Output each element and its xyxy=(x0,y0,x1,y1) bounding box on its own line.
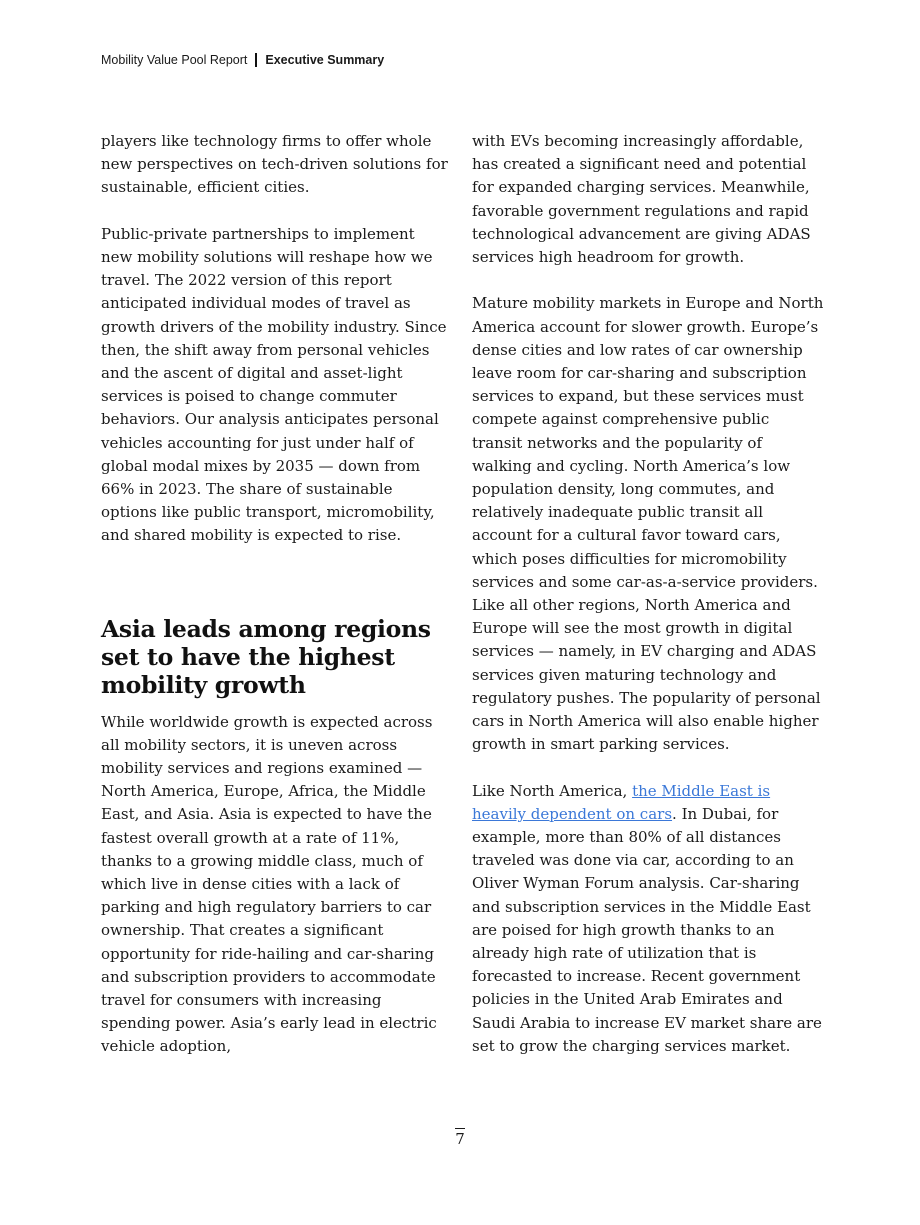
paragraph: with EVs becoming increasingly affordable, has created a significant need and potential for expanded charging services. Meanwhile, favorable government regulations and rapid technological advancement are giving ADAS services high headroom for growth. xyxy=(472,132,811,267)
section-title: Executive Summary xyxy=(265,53,385,67)
page-number-text: 7 xyxy=(455,1130,465,1148)
paragraph: While worldwide growth is expected across all mobility sectors, it is uneven across mobility services and regions examined — North America, Europe, Africa, the Middle East, and Asia. Asia is expected to have the fastest overall growth at a rate of 11%, thanks to a growing middle class, much of which live in dense cities with a lack of parking and high regulatory barriers to car ownership. That creates a significant opportunity for ride-hailing and car-sharing and subscription providers to accommodate travel for consumers with increasing spending power. Asia’s early lead in electric vehicle adoption, xyxy=(101,712,437,1056)
middle-east-cars-link[interactable]: the Middle East is heavily dependent on cars xyxy=(472,781,771,823)
section-heading: Asia leads among regions set to have the highest mobility growth xyxy=(101,614,431,699)
paragraph xyxy=(472,780,824,1058)
page-number-overline xyxy=(455,1128,465,1129)
left-column xyxy=(101,130,449,1059)
page-number xyxy=(0,1128,920,1148)
paragraph: Public-private partnerships to implement new mobility solutions will reshape how we travel. The 2022 version of this report anticipated individual modes of travel as growth drivers of the mobility industry. Since then, the shift away from personal vehicles and the ascent of digital and asset-light services is poised to change commuter behaviors. Our analysis anticipates personal vehicles accounting for just under half of global modal mixes by 2035 — down from 66% in 2023. The share of sustainable options like public transport, micromobility, and shared mobility is expected to rise. xyxy=(101,224,447,545)
header-divider xyxy=(255,53,257,67)
paragraph: Mature mobility markets in Europe and North America account for slower growth. Europe’s dense cities and low rates of car ownership leave room for car-sharing and subscription services to expand, but these services must compete against comprehensive public transit networks and the popularity of walking and cycling. North America’s low population density, long commutes, and relatively inadequate public transit all account for a cultural favor toward cars, which poses difficulties for micromobility services and some car-as-a-service providers. Like all other regions, North America and Europe will see the most growth in digital services — namely, in EV charging and ADAS services given maturing technology and regulatory pushes. The popularity of personal cars in North America will also enable higher growth in smart parking services. xyxy=(472,294,824,754)
paragraph-text: . In Dubai, for example, more than 80% of all distances traveled was done via car, according to an Oliver Wyman Forum analysis. Car-sharing and subscription services in the Middle East are poised for high growth thanks to an already high rate of utilization that is forecasted to increase. Recent government policies in the United Arab Emirates and Saudi Arabia to increase EV market share are set to grow the charging services market. xyxy=(472,804,822,1055)
right-column xyxy=(472,130,824,1058)
running-header xyxy=(101,53,384,67)
paragraph: players like technology firms to offer whole new perspectives on tech-driven solutions for sustainable, efficient cities. xyxy=(101,132,448,197)
report-title: Mobility Value Pool Report xyxy=(101,53,248,67)
paragraph-text: Like North America, xyxy=(472,781,633,800)
